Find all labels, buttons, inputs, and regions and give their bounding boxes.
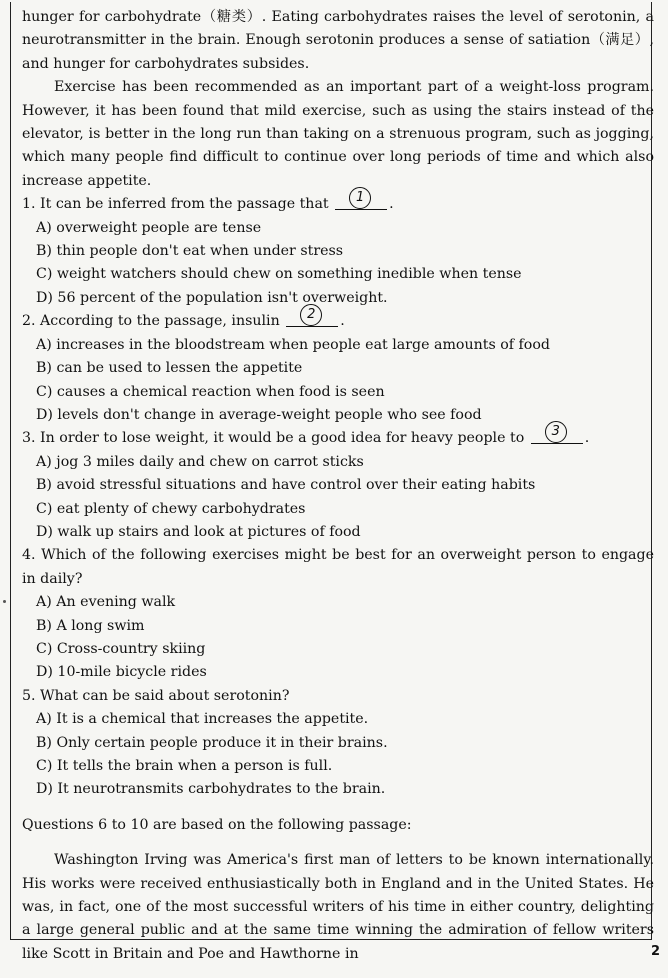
question-stem: 4. Which of the following exercises might be best for an overweight person to engage in daily?: [22, 547, 654, 587]
handwritten-circled-mark: 1: [349, 187, 371, 209]
option-b: B) Only certain people produce it in their brains.: [36, 734, 388, 751]
answer-blank: [335, 190, 387, 210]
option-a: A) An evening walk: [36, 594, 176, 611]
option-c: C) eat plenty of chewy carbohydrates: [36, 500, 306, 517]
option-b: B) A long swim: [36, 617, 145, 634]
option-a: A) increases in the bloodstream when people eat large amounts of food: [36, 336, 550, 353]
page-number: 2: [650, 944, 660, 959]
option-c: C) weight watchers should chew on something inedible when tense: [36, 266, 522, 283]
scan-speck: [3, 600, 6, 603]
handwritten-circled-mark: 2: [300, 304, 322, 326]
option-d: D) walk up stairs and look at pictures of food: [36, 523, 361, 540]
question-3: [22, 424, 654, 544]
option-a: A) It is a chemical that increases the appetite.: [36, 711, 369, 728]
option-c: C) Cross-country skiing: [36, 640, 206, 657]
option-b: B) avoid stressful situations and have control over their eating habits: [36, 477, 536, 494]
passage-paragraph-2: Exercise has been recommended as an important part of a weight-loss program. However, it has been found that mild exercise, such as using the stairs instead of the elevator, is better in the long run than taking on a strenuous program, such as jogging, which many people find difficult to continue over long periods of time and which also increase appetite.: [22, 79, 654, 189]
option-b: B) thin people don't eat when under stress: [36, 243, 344, 260]
question-stem: 1. It can be inferred from the passage that 1 .: [22, 193, 654, 216]
question-stem: 2. According to the passage, insulin 2 .: [22, 310, 654, 333]
option-d: D) 10-mile bicycle rides: [36, 664, 207, 681]
option-a: A) overweight people are tense: [36, 219, 262, 236]
section-intro: Questions 6 to 10 are based on the following passage:: [22, 816, 412, 833]
option-b: B) can be used to lessen the appetite: [36, 360, 303, 377]
question-1: [22, 190, 654, 310]
answer-blank: [531, 424, 583, 444]
option-c: C) It tells the brain when a person is full.: [36, 758, 333, 774]
passage-2-paragraph: Washington Irving was America's first man of letters to be known internationally. His works were received enthusiastically both in England and in the United States. He was, in fact, one of the most successful writers of his time in either country, delighting a large general public and at the same time winning the admiration of fellow writers like Scott in Britain and Poe and Hawthorne in: [22, 852, 654, 962]
question-5: [22, 685, 654, 802]
answer-blank: [286, 307, 338, 327]
document-content: [22, 6, 654, 966]
passage-paragraph-1: hunger for carbohydrate（糖类）. Eating carbohydrates raises the level of serotonin, a neurotransmitter in the brain. Enough serotonin produces a sense of satiation（满足）, and hunger for carbohydrates subsides.: [22, 9, 654, 72]
option-d: D) levels don't change in average-weight people who see food: [36, 406, 482, 423]
handwritten-circled-mark: 3: [545, 421, 567, 443]
option-c: C) causes a chemical reaction when food is seen: [36, 383, 385, 400]
question-2: [22, 307, 654, 427]
option-d: D) It neurotransmits carbohydrates to the brain.: [36, 781, 386, 798]
question-stem: 3. In order to lose weight, it would be a good idea for heavy people to 3 .: [22, 427, 654, 450]
question-4: [22, 544, 654, 684]
option-d: D) 56 percent of the population isn't overweight.: [36, 289, 388, 306]
question-stem: 5. What can be said about serotonin?: [22, 687, 290, 704]
option-a: A) jog 3 miles daily and chew on carrot sticks: [36, 453, 364, 470]
